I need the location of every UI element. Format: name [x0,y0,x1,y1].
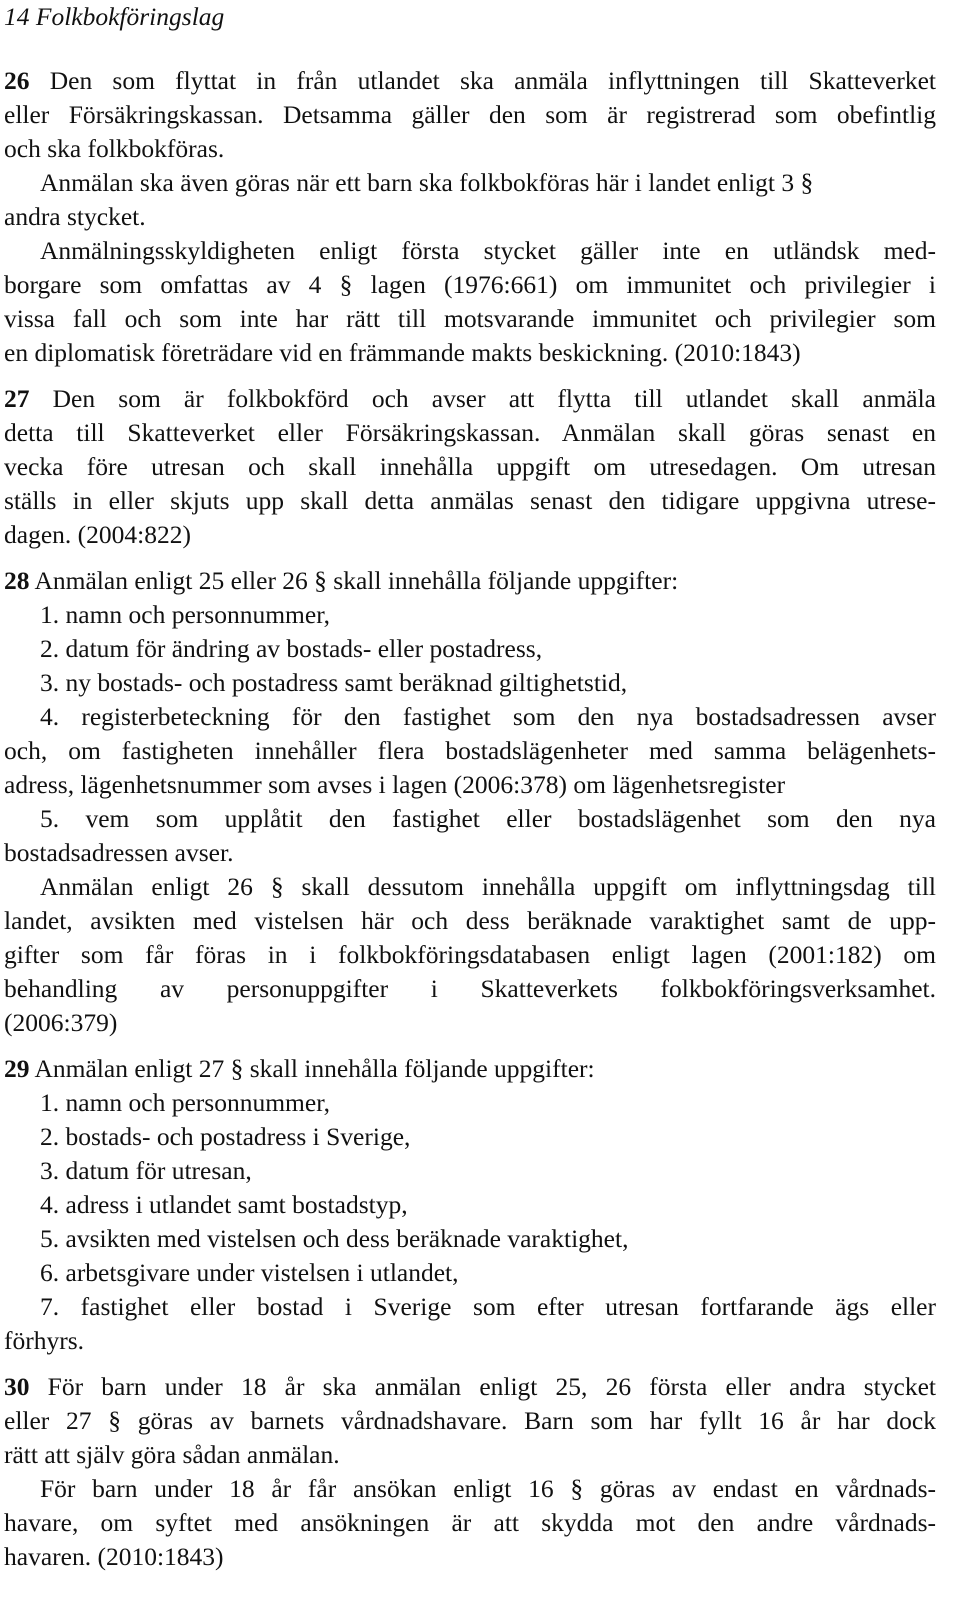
page-header: 14 Folkbokföringslag [4,2,225,31]
section-text: Anmälan enligt 25 eller 26 § skall innehålla följande uppgifter: [29,566,679,595]
text-line: förhyrs. [4,1326,85,1355]
section-number: 26 [4,66,30,95]
section-heading-line [4,64,936,98]
section-text: För barn under 18 år ska anmälan enligt 25, 26 första eller andra stycket [29,1372,936,1401]
section-heading-line [4,1052,936,1086]
text-line: 7. fastighet eller bostad i Sverige som efter utresan fortfarande ägs eller [40,1292,936,1321]
text-line: (2006:379) [4,1008,118,1037]
text-line: 4. registerbeteckning för den fastighet som den nya bostadsadressen avser [40,702,936,731]
text-line: Anmälan ska även göras när ett barn ska folkbokföras här i landet enligt 3 § [40,168,814,197]
text-line: 3. datum för utresan, [40,1156,252,1185]
text-line: 2. bostads- och postadress i Sverige, [40,1122,411,1151]
text-line: landet, avsikten med vistelsen här och dess beräknade varaktighet samt de upp- [4,906,936,935]
text-line: detta till Skatteverket eller Försäkringskassan. Anmälan skall göras senast en [4,418,936,447]
section-text: Anmälan enligt 27 § skall innehålla följande uppgifter: [29,1054,595,1083]
section-text: Den som är folkbokförd och avser att flytta till utlandet skall anmäla [29,384,936,413]
section-number: 29 [4,1054,30,1083]
text-line: havare, om syftet med ansökningen är att skydda mot den andre vårdnads- [4,1508,936,1537]
text-line: behandling av personuppgifter i Skatteverkets folkbokföringsverksamhet. [4,974,936,1003]
text-line: bostadsadressen avser. [4,838,234,867]
text-line: vecka före utresan och skall innehålla uppgift om utresedagen. Om utresan [4,452,936,481]
text-line: havaren. (2010:1843) [4,1542,224,1571]
section-number: 28 [4,566,30,595]
section-heading-line [4,382,936,416]
text-line: 2. datum för ändring av bostads- eller postadress, [40,634,543,663]
text-line: 5. vem som upplåtit den fastighet eller bostadslägenhet som den nya [40,804,936,833]
text-line: och ska folkbokföras. [4,134,225,163]
text-line: adress, lägenhetsnummer som avses i lagen (2006:378) om lägenhetsregister [4,770,786,799]
text-line: 3. ny bostads- och postadress samt beräknad giltighetstid, [40,668,628,697]
section-heading-line [4,564,936,598]
text-line: en diplomatisk företrädare vid en främmande makts beskickning. (2010:1843) [4,338,801,367]
section-text: Den som flyttat in från utlandet ska anmäla inflyttningen till Skatteverket [29,66,936,95]
text-line: borgare som omfattas av 4 § lagen (1976:661) om immunitet och privilegier i [4,270,936,299]
text-line: 5. avsikten med vistelsen och dess beräknade varaktighet, [40,1224,629,1253]
text-line: För barn under 18 år får ansökan enligt 16 § göras av endast en vårdnads- [40,1474,936,1503]
section-number: 30 [4,1372,30,1401]
text-line: och, om fastigheten innehåller flera bostadslägenheter med samma belägenhets- [4,736,936,765]
text-line: 1. namn och personnummer, [40,1088,331,1117]
section-heading-line [4,1370,936,1404]
section-number: 27 [4,384,30,413]
text-line: rätt att själv göra sådan anmälan. [4,1440,340,1469]
text-line: 4. adress i utlandet samt bostadstyp, [40,1190,408,1219]
text-line: Anmälningsskyldigheten enligt första stycket gäller inte en utländsk med- [40,236,936,265]
text-line: ställs in eller skjuts upp skall detta anmälas senast den tidigare uppgivna utrese- [4,486,936,515]
text-line: andra stycket. [4,202,146,231]
text-line: dagen. (2004:822) [4,520,191,549]
text-line: eller Försäkringskassan. Detsamma gäller den som är registrerad som obefintlig [4,100,936,129]
text-line: Anmälan enligt 26 § skall dessutom innehålla uppgift om inflyttningsdag till [40,872,936,901]
text-line: 1. namn och personnummer, [40,600,331,629]
text-line: gifter som får föras in i folkbokföringsdatabasen enligt lagen (2001:182) om [4,940,936,969]
text-line: 6. arbetsgivare under vistelsen i utlandet, [40,1258,459,1287]
text-line: vissa fall och som inte har rätt till motsvarande immunitet och privilegier som [4,304,936,333]
text-line: eller 27 § göras av barnets vårdnadshavare. Barn som har fyllt 16 år har dock [4,1406,936,1435]
